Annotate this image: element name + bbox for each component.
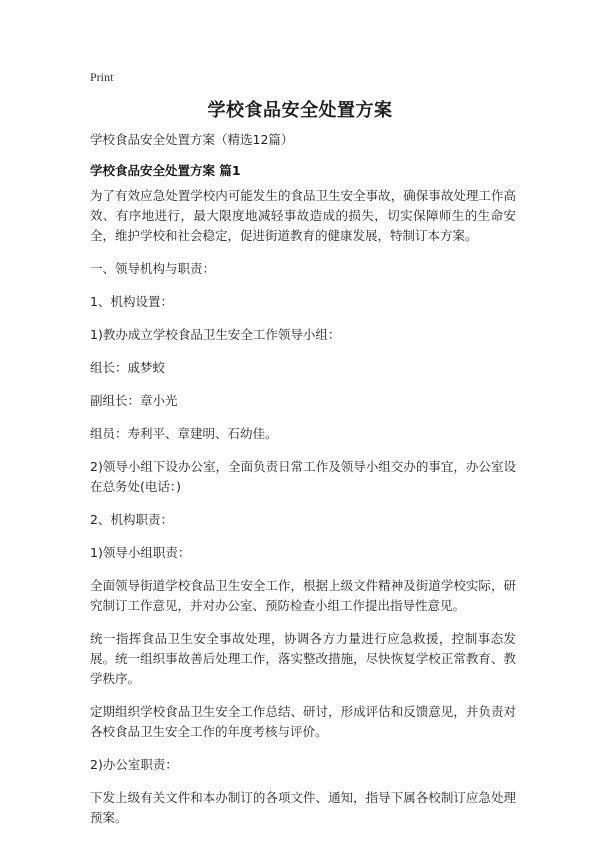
document-subtitle: 学校食品安全处置方案（精选12篇） — [90, 132, 294, 147]
paragraph: 组员：寿利平、章建明、石幼佳。 — [90, 426, 278, 441]
paragraph: 一、领导机构与职责： — [90, 261, 216, 276]
paragraph: 副组长：章小光 — [90, 393, 178, 408]
document-body — [90, 130, 516, 841]
paragraph: 1、机构设置： — [90, 294, 173, 309]
paragraph: 2、机构职责： — [90, 512, 173, 527]
paragraph: 统一指挥食品卫生安全事故处理，协调各方力量进行应急救援，控制事态发展。统一组织事故善后处理工作，落实整改措施，尽快恢复学校正常教育、教学秩序。 — [90, 631, 516, 686]
print-link[interactable]: Print — [90, 70, 114, 84]
paragraph: 为了有效应急处置学校内可能发生的食品卫生安全事故，确保事故处理工作高效、有序地进行，最大限度地减轻事故造成的损失，切实保障师生的生命安全，维护学校和社会稳定，促进街道教育的健康发展，特制订本方案。 — [90, 188, 516, 243]
paragraph: 2)领导小组下设办公室，全面负责日常工作及领导小组交办的事宜，办公室设在总务处(电话：) — [90, 459, 516, 494]
paragraph: 定期组织学校食品卫生安全工作总结、研讨，形成评估和反馈意见，并负责对各校食品卫生安全工作的年度考核与评价。 — [90, 704, 516, 739]
page-title: 学校食品安全处置方案 — [207, 100, 393, 121]
paragraph: 1)教办成立学校食品卫生安全工作领导小组： — [90, 327, 341, 342]
paragraph: 下发上级有关文件和本办制订的各项文件、通知，指导下属各校制订应急处理预案。 — [90, 790, 516, 825]
section-heading: 学校食品安全处置方案 篇1 — [90, 163, 241, 178]
paragraph: 2)办公室职责： — [90, 757, 178, 772]
paragraph: 全面领导街道学校食品卫生安全工作，根据上级文件精神及街道学校实际，研究制订工作意见，并对办公室、预防检查小组工作提出指导性意见。 — [90, 578, 516, 613]
paragraph: 组长：戚梦蛟 — [90, 360, 166, 375]
paragraph: 1)领导小组职责： — [90, 545, 191, 560]
